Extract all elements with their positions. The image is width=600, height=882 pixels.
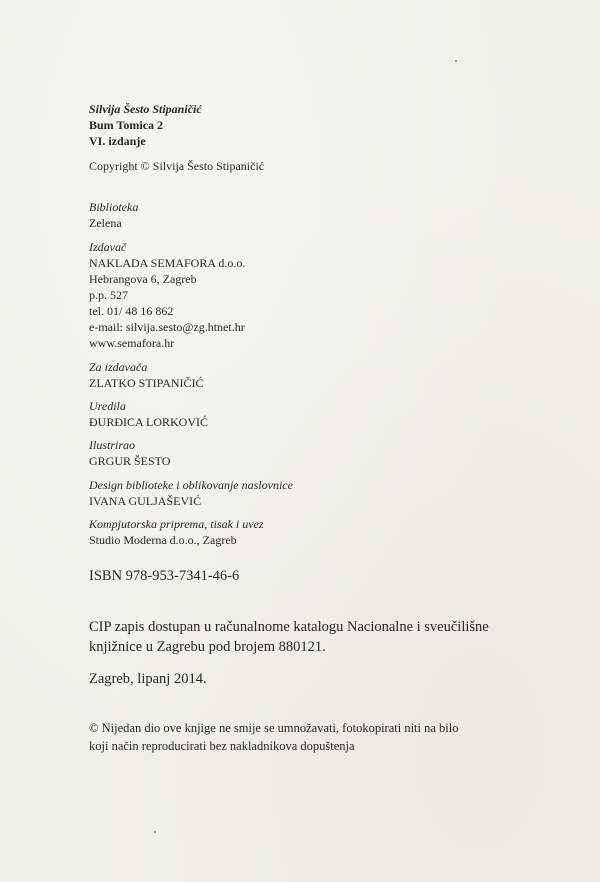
design-section (89, 477, 293, 509)
series-section (89, 199, 138, 231)
copyright-line (89, 158, 264, 174)
book-title: Bum Tomica 2 (89, 118, 164, 132)
publisher-name: NAKLADA SEMAFORA d.o.o. (89, 256, 246, 270)
publisher-pobox: p.p. 527 (89, 288, 128, 302)
production-value: Studio Moderna d.o.o., Zagreb (89, 533, 237, 547)
cip-line: knjižnice u Zagrebu pod brojem 880121. (89, 639, 326, 655)
cip-line: CIP zapis dostupan u računalnome katalogu Nacionalne i sveučilišne (89, 619, 489, 635)
publisher-section (89, 239, 245, 351)
book-header (89, 101, 202, 149)
paper-speck (455, 60, 457, 62)
for-publisher-value: ZLATKO STIPANIČIĆ (89, 376, 204, 390)
place-date-section (89, 669, 207, 689)
edition: VI. izdanje (89, 134, 146, 148)
publisher-website: www.semafora.hr (89, 336, 175, 350)
for-publisher-label: Za izdavača (89, 360, 148, 374)
illustrator-section (89, 437, 170, 469)
rights-notice-line: © Nijedan dio ove knjige ne smije se umnožavati, fotokopirati niti na bilo (89, 721, 459, 735)
illustrator-label: Ilustrirao (89, 438, 136, 452)
for-publisher-section (89, 359, 204, 391)
production-section (89, 516, 264, 548)
production-label: Kompjutorska priprema, tisak i uvez (89, 517, 264, 531)
editor-section (89, 398, 208, 430)
cip-section (89, 617, 489, 657)
editor-value: ĐURĐICA LORKOVIĆ (89, 415, 209, 429)
design-value: IVANA GULJAŠEVIĆ (89, 494, 202, 508)
isbn: ISBN 978-953-7341-46-6 (89, 568, 240, 584)
publisher-address: Hebrangova 6, Zagreb (89, 272, 197, 286)
isbn-section (89, 566, 239, 586)
place-date: Zagreb, lipanj 2014. (89, 671, 207, 687)
series-value: Zelena (89, 216, 122, 230)
illustrator-value: GRGUR ŠESTO (89, 454, 171, 468)
publisher-label: Izdavač (89, 240, 127, 254)
rights-notice (89, 719, 459, 755)
design-label: Design biblioteke i oblikovanje naslovnice (89, 478, 293, 492)
paper-speck (154, 831, 156, 833)
publisher-phone: tel. 01/ 48 16 862 (89, 304, 174, 318)
editor-label: Uredila (89, 399, 126, 413)
rights-notice-line: koji način reproducirati bez nakladnikova dopuštenja (89, 739, 355, 753)
copyright-text: Copyright © Silvija Šesto Stipaničić (89, 159, 265, 173)
author-name: Silvija Šesto Stipaničić (89, 102, 202, 116)
publisher-email: e-mail: silvija.sesto@zg.htnet.hr (89, 320, 245, 334)
series-label: Biblioteka (89, 200, 139, 214)
